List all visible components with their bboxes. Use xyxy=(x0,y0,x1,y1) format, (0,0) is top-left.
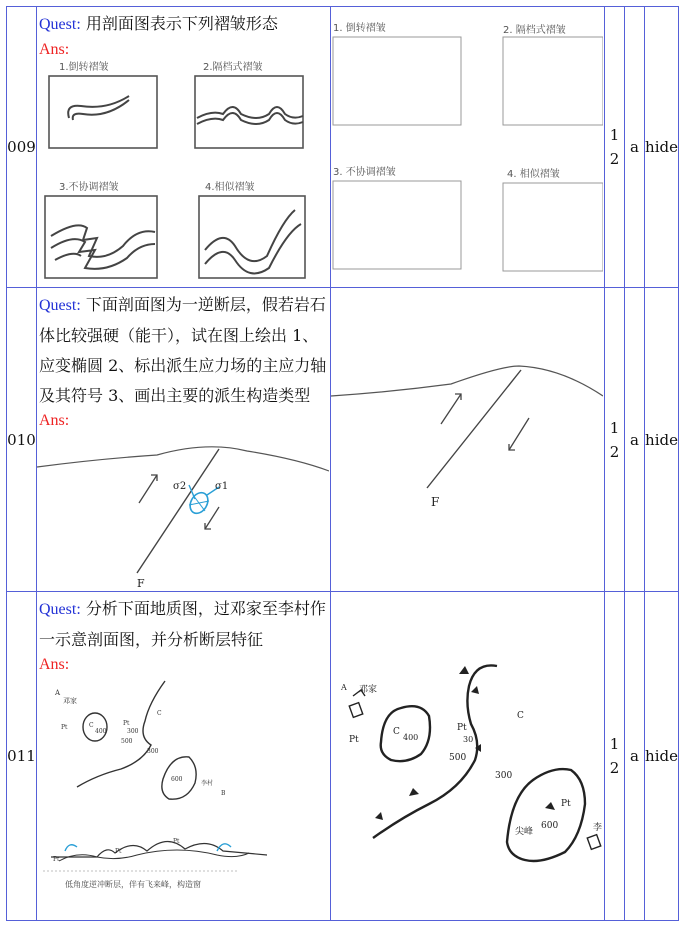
image-label: 2. 隔档式褶皱 xyxy=(503,25,566,36)
sigma1-label: σ1 xyxy=(215,481,229,492)
map-label: C xyxy=(393,727,400,737)
question-cell xyxy=(37,288,331,592)
hide-link[interactable]: hide xyxy=(645,592,679,921)
slip-arrow xyxy=(139,475,157,503)
blank-box xyxy=(503,37,603,125)
disharmonic-fold xyxy=(51,225,155,269)
map-label: 李 xyxy=(593,823,603,833)
slip-arrow xyxy=(441,394,461,424)
map-label: 邓家 xyxy=(359,685,378,695)
map-label: Pt xyxy=(61,724,68,731)
klippe-outline xyxy=(83,713,107,741)
thrust-fault-trace xyxy=(373,665,497,838)
score: 1 2 xyxy=(605,592,625,921)
ans-label: Ans: xyxy=(39,656,70,673)
map-label: C xyxy=(89,722,94,729)
slip-arrow xyxy=(205,507,219,529)
question-text: 下面剖面图为一逆断层，假若岩石体比较强硬（能干），试在图上绘出 1、应变椭圆 2、标出派生应力场的主应力轴及其符号 3、画出主要的派生构造类型 xyxy=(39,295,327,405)
type: a xyxy=(625,288,645,592)
ground-surface xyxy=(331,366,603,396)
question-table xyxy=(6,6,679,921)
window-outline xyxy=(507,769,585,861)
question-id: 009 xyxy=(7,7,37,288)
diagram-box xyxy=(45,196,157,278)
map-label: C xyxy=(517,711,524,721)
blank-box xyxy=(503,183,603,271)
diagram-box xyxy=(49,76,157,148)
question-text: 分析下面地质图，过邓家至李村作一示意剖面图，并分析断层特征 xyxy=(39,599,326,649)
map-label: Pt xyxy=(123,720,130,727)
type: a xyxy=(625,7,645,288)
fault-blank-diagram xyxy=(331,288,603,588)
section-label: Pt xyxy=(115,848,122,855)
map-label: 300 xyxy=(495,771,513,781)
table-row xyxy=(7,7,679,288)
fault-line xyxy=(427,370,521,488)
map-label: 30 xyxy=(463,735,474,744)
ground-surface xyxy=(37,447,329,471)
blank-box xyxy=(333,37,461,125)
question-id: 011 xyxy=(7,592,37,921)
table-row xyxy=(7,288,679,592)
image-cell xyxy=(331,7,605,288)
fault-line xyxy=(137,449,219,573)
fault-label: F xyxy=(431,495,440,509)
hatch-symbol xyxy=(349,703,363,718)
section-label: Pt xyxy=(173,838,180,845)
map-label: 600 xyxy=(541,821,559,831)
diagram-label: 2.隔档式褶皱 xyxy=(203,62,263,73)
map-label: 400 xyxy=(403,733,419,742)
image-label: 1. 倒转褶皱 xyxy=(333,23,386,34)
section-label: Pt xyxy=(53,856,60,863)
score: 1 2 xyxy=(605,7,625,288)
map-label: Pt xyxy=(349,735,359,745)
answer-fold-diagrams xyxy=(37,60,329,282)
quest-label: Quest: xyxy=(39,16,81,33)
map-label: A xyxy=(341,683,347,692)
map-label: 邓家 xyxy=(63,697,77,705)
map-label: 400 xyxy=(95,728,107,735)
diagram-box xyxy=(199,196,305,278)
hide-link[interactable]: hide xyxy=(645,7,679,288)
map-label: Pt xyxy=(561,799,571,809)
blank-box xyxy=(333,181,461,269)
ejective-folds xyxy=(197,107,303,124)
map-label: 500 xyxy=(449,753,467,763)
diagram-label: 1.倒转褶皱 xyxy=(59,62,109,73)
map-label: 300 xyxy=(147,748,159,755)
thrust-fault-trace xyxy=(77,681,165,787)
question-text: 用剖面图表示下列褶皱形态 xyxy=(85,14,278,33)
map-label: C xyxy=(157,710,162,717)
window-marker xyxy=(217,844,231,851)
blank-fold-boxes xyxy=(331,7,603,285)
diagram-label: 3.不协调褶皱 xyxy=(59,182,119,193)
ellipse-axis xyxy=(189,501,209,505)
thrust-plane xyxy=(59,850,249,861)
image-cell xyxy=(331,592,605,921)
quest-label: Quest: xyxy=(39,297,81,314)
map-label: 300 xyxy=(127,728,139,735)
map-label: 600 xyxy=(171,776,183,783)
map-label: B xyxy=(221,790,226,797)
question-cell xyxy=(37,592,331,921)
answer-geologic-map xyxy=(37,675,329,895)
fault-label: F xyxy=(137,577,145,590)
section-caption: 低角度逆冲断层，伴有飞来峰，构造窗 xyxy=(65,880,201,889)
type: a xyxy=(625,592,645,921)
slip-arrow xyxy=(509,418,529,450)
map-label: 500 xyxy=(121,738,133,745)
window-marker xyxy=(65,845,77,851)
map-label: 李村 xyxy=(201,780,214,787)
hatch-symbol xyxy=(587,835,601,850)
geologic-map xyxy=(331,592,603,918)
ans-label: Ans: xyxy=(39,41,70,58)
score: 1 2 xyxy=(605,288,625,592)
map-label: A xyxy=(55,689,61,697)
table-row xyxy=(7,592,679,921)
hide-link[interactable]: hide xyxy=(645,288,679,592)
answer-fault-diagram xyxy=(37,431,329,591)
sigma2-label: σ2 xyxy=(173,481,187,492)
question-cell xyxy=(37,7,331,288)
image-label: 4. 相似褶皱 xyxy=(507,169,560,180)
map-label: 尖峰 xyxy=(515,827,534,837)
similar-fold xyxy=(205,210,301,273)
map-label: Pt xyxy=(457,723,467,733)
image-cell xyxy=(331,288,605,592)
question-id: 010 xyxy=(7,288,37,592)
image-label: 3. 不协调褶皱 xyxy=(333,167,396,178)
overturned-fold xyxy=(68,96,129,120)
diagram-label: 4.相似褶皱 xyxy=(205,182,255,193)
ans-label: Ans: xyxy=(39,412,70,429)
quest-label: Quest: xyxy=(39,601,81,618)
